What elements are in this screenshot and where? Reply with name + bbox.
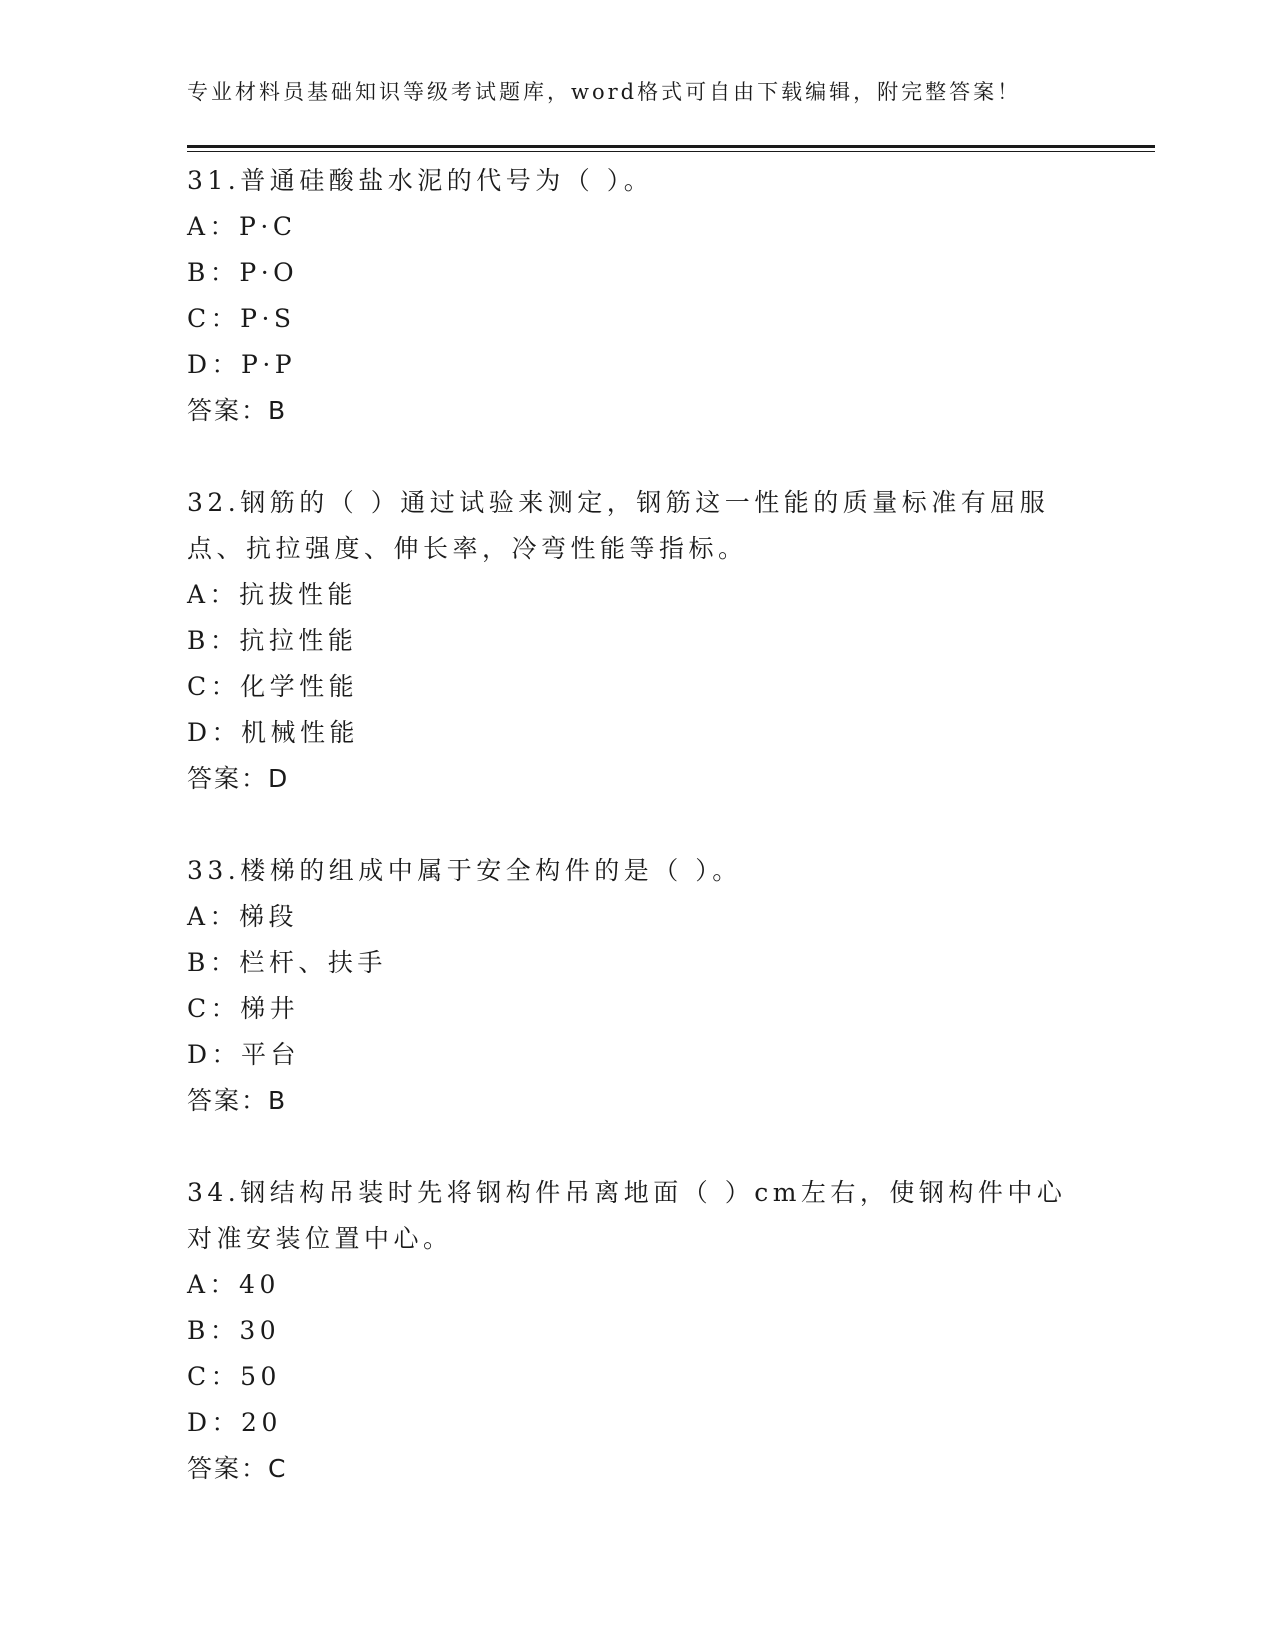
question-stem: 33.楼梯的组成中属于安全构件的是（ ）。 xyxy=(187,856,742,885)
option-b: B：30 xyxy=(187,1316,281,1345)
question-list xyxy=(187,158,1087,1538)
option-a: A：抗拔性能 xyxy=(187,580,358,609)
answer-line: 答案：C xyxy=(187,1454,288,1483)
option-a: A：40 xyxy=(187,1270,280,1299)
option-d: D：P·P xyxy=(187,350,297,379)
option-d: D：机械性能 xyxy=(187,718,360,747)
option-c: C：梯井 xyxy=(187,994,300,1023)
option-b: B：栏杆、扶手 xyxy=(187,948,387,977)
question-stem: 32.钢筋的（ ）通过试验来测定，钢筋这一性能的质量标准有屈服点、抗拉强度、伸长率，冷弯性能等指标。 xyxy=(187,488,1050,563)
option-d: D：平台 xyxy=(187,1040,301,1069)
question-31 xyxy=(187,158,1087,434)
question-stem: 31.普通硅酸盐水泥的代号为（ ）。 xyxy=(187,166,654,195)
option-c: C：化学性能 xyxy=(187,672,359,701)
page-header: 专业材料员基础知识等级考试题库，word格式可自由下载编辑，附完整答案！ xyxy=(187,80,1022,104)
option-a: A：P·C xyxy=(187,212,297,241)
option-c: C：50 xyxy=(187,1362,281,1391)
question-34 xyxy=(187,1170,1087,1492)
answer-line: 答案：B xyxy=(187,1086,288,1115)
answer-line: 答案：B xyxy=(187,396,288,425)
answer-line: 答案：D xyxy=(187,764,290,793)
header-divider-thick xyxy=(187,145,1155,148)
option-b: B：P·O xyxy=(187,258,299,287)
header-divider-thin xyxy=(187,151,1155,152)
question-33 xyxy=(187,848,1087,1124)
option-b: B：抗拉性能 xyxy=(187,626,358,655)
question-32 xyxy=(187,480,1087,802)
option-a: A：梯段 xyxy=(187,902,299,931)
question-stem: 34.钢结构吊装时先将钢构件吊离地面（ ）cm左右，使钢构件中心对准安装位置中心。 xyxy=(187,1178,1067,1253)
option-d: D：20 xyxy=(187,1408,282,1437)
option-c: C：P·S xyxy=(187,304,296,333)
